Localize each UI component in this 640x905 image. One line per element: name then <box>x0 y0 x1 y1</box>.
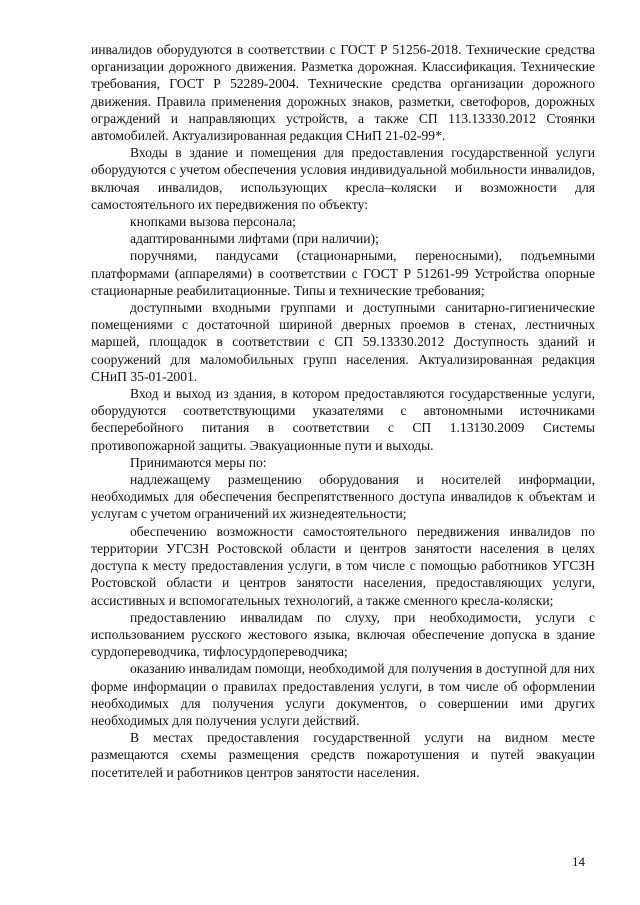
list-item-assistance: оказанию инвалидам помощи, необходимой для получения в доступной для них форме информации о правилах предоставления услуги, в том числе об оформлении необходимых для получения услуги документов, о совершении ими других необходимых для получения услуги действий. <box>91 661 595 728</box>
list-item-equipment-placement: надлежащему размещению оборудования и носителей информации, необходимых для обеспечения беспрепятственного доступа инвалидов к объектам и услугам с учетом ограничений их жизнедеятельности; <box>91 472 595 522</box>
list-item-sign-language: предоставлению инвалидам по слуху, при необходимости, услуги с использованием русского жестового языка, включая обеспечение допуска в здание сурдопереводчика, тифлосурдопереводчика; <box>91 609 595 660</box>
paragraph-entrances: Входы в здание и помещения для предоставления государственной услуги оборудуются с учетом обеспечения условия индивидуальной мобильности инвалидов, включая инвалидов, использующих кресла–коляски и возможности для самостоятельного их передвижения по объекту: <box>91 145 595 212</box>
page-number: 14 <box>572 854 585 869</box>
paragraph-evacuation-schemes: В местах предоставления государственной услуги на видном месте размещаются схемы размещения средств пожаротушения и путей эвакуации посетителей и работников центров занятости населения. <box>91 730 595 780</box>
paragraph-signage: Вход и выход из здания, в котором предоставляются государственные услуги, оборудуются соответствующими указателями с автономными источниками бесперебойного питания в соответствии с СП 1.13130.2009 Системы противопожарной защиты. Эвакуационные пути и выходы. <box>91 386 595 453</box>
list-item-call-buttons: кнопками вызова персонала; <box>130 214 296 230</box>
list-item-independent-movement: обеспечению возможности самостоятельного передвижения инвалидов по территории УГСЗН Ростовской области и центров занятости населения в целях доступа к месту предоставления услуги, в том числе с помощью работников УГСЗН Ростовской области и центров занятости населения, предоставляющих услуги, ассистивных и вспомогательных технологий, а также сменного кресла-коляски; <box>91 523 595 608</box>
list-item-lifts: адаптированными лифтами (при наличии); <box>130 231 379 247</box>
list-item-handrails-ramps: поручнями, пандусами (стационарными, переносными), подъемными платформами (аппарелями) в соответствии с ГОСТ Р 51261-99 Устройства опорные стационарные реабилитационные. Типы и технические требования; <box>91 248 595 298</box>
list-item-accessible-entrances: доступными входными группами и доступными санитарно-гигиенические помещениями с достаточной шириной дверных проемов в стенах, лестничных маршей, площадок в соответствии с СП 59.13330.2012 Доступность зданий и сооружений для маломобильных групп населения. Актуализированная редакция СНиП 35-01-2001. <box>91 300 595 384</box>
paragraph-measures-heading: Принимаются меры по: <box>130 454 267 470</box>
paragraph-continuation: инвалидов оборудуются в соответствии с ГОСТ Р 51256-2018. Технические средства организации дорожного движения. Разметка дорожная. Классификация. Технические требования, ГОСТ Р 52289-2004. Технические средства организации дорожного движения. Правила применения дорожных знаков, разметки, светофоров, дорожных ограждений и направляющих устройств, а также СП 113.13330.2012 Стоянки автомобилей. Актуализированная редакция СНиП 21-02-99*. <box>91 42 595 144</box>
document-page <box>91 41 595 781</box>
